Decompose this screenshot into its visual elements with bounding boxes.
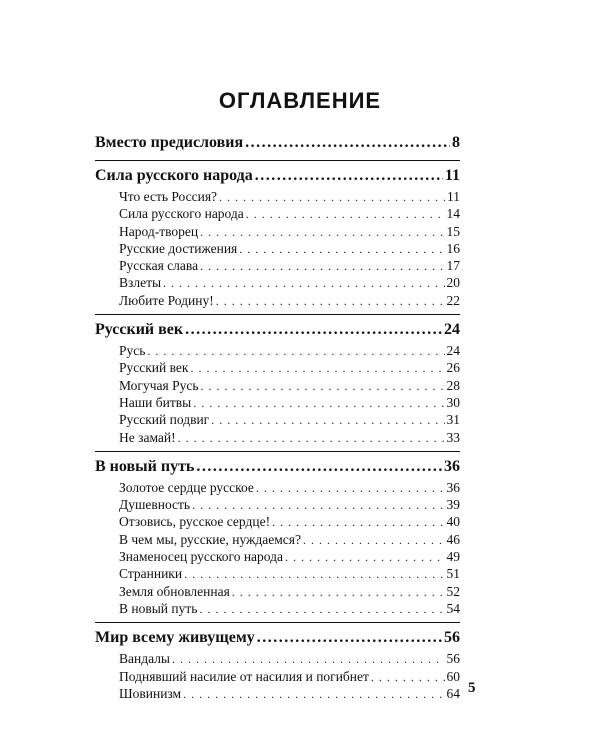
toc-entry-page: 49 <box>446 549 460 565</box>
toc-entry <box>95 240 460 257</box>
toc-heading-page: 8 <box>452 134 460 151</box>
toc-entry-page: 22 <box>446 292 460 308</box>
toc-entry-title: Земля обновленная <box>119 583 230 599</box>
dot-leader <box>192 497 444 514</box>
toc-entry <box>95 583 460 600</box>
toc-entry-title: Вандалы <box>119 651 171 667</box>
dot-leader <box>185 318 442 342</box>
toc-heading-title: Сила русского народа <box>95 167 253 184</box>
toc-entry-title: Русская слава <box>119 258 199 274</box>
toc-entry-title: Любите Родину! <box>119 292 214 308</box>
toc-entry-title: Русский век <box>119 360 189 376</box>
toc-section <box>95 623 460 707</box>
toc-heading-title: Мир всему живущему <box>95 629 255 647</box>
dot-leader <box>257 626 442 650</box>
toc-entry-page: 26 <box>446 360 460 376</box>
toc-entry-title: В чем мы, русские, нуждаемся? <box>119 531 301 547</box>
dot-leader <box>303 532 445 549</box>
dot-leader <box>190 360 444 377</box>
toc-entry-title: Золотое сердце русское <box>119 479 254 495</box>
toc-entry <box>95 513 460 530</box>
dot-leader <box>371 669 445 686</box>
toc-entry-title: Шовинизм <box>119 685 182 701</box>
toc-entry <box>95 292 460 309</box>
toc-entry-title: Народ-творец <box>119 223 199 239</box>
dot-leader <box>183 686 444 703</box>
dot-leader <box>199 601 444 618</box>
toc-section <box>95 161 460 315</box>
toc-section-heading <box>95 131 460 155</box>
toc-entry-title: Поднявший насилие от насилия и погибнет <box>119 668 369 684</box>
toc-entry <box>95 377 460 394</box>
toc-entry-page: 11 <box>447 189 460 204</box>
toc-entry-page: 30 <box>446 394 460 410</box>
toc-entry <box>95 496 460 513</box>
toc-entry <box>95 188 460 205</box>
toc-entry-title: Взлеты <box>119 275 162 291</box>
toc-entry <box>95 411 460 428</box>
toc-entry-page: 40 <box>446 514 460 530</box>
toc-entry-title: Странники <box>119 566 183 582</box>
toc-section-heading <box>95 455 460 479</box>
toc-entry-title: Знаменосец русского народа <box>119 549 284 565</box>
toc-entry-page: 46 <box>446 531 460 547</box>
dot-leader <box>172 651 444 668</box>
toc-entry-page: 15 <box>446 223 460 239</box>
toc-entry-page: 33 <box>446 429 460 445</box>
toc-entry <box>95 429 460 446</box>
toc-entry-title: Не замай! <box>119 429 176 445</box>
toc-heading-title: Вместо предисловия <box>95 134 244 151</box>
toc-entry <box>95 223 460 240</box>
dot-leader <box>178 430 445 447</box>
toc-entry-page: 39 <box>446 497 460 513</box>
toc-entry <box>95 359 460 376</box>
toc-heading-page: 11 <box>444 167 460 184</box>
toc-entry <box>95 650 460 667</box>
toc-entry-title: Наши битвы <box>119 394 192 410</box>
toc-heading-title: Русский век <box>95 321 184 339</box>
dot-leader <box>232 584 445 601</box>
toc-entry <box>95 548 460 565</box>
toc-section <box>95 452 460 623</box>
page-number: 5 <box>468 680 476 696</box>
dot-leader <box>216 293 445 310</box>
toc-entry-page: 51 <box>446 566 460 582</box>
toc-entry-title: Могучая Русь <box>119 377 199 393</box>
toc-section <box>95 315 460 452</box>
toc-heading-title: В новый путь <box>95 457 195 475</box>
dot-leader <box>163 275 444 292</box>
toc-entry <box>95 668 460 685</box>
dot-leader <box>256 480 445 497</box>
toc-section-heading <box>95 164 460 188</box>
toc-entry <box>95 274 460 291</box>
toc-entry <box>95 479 460 496</box>
dot-leader <box>200 378 444 395</box>
toc-heading-page: 36 <box>444 457 460 475</box>
toc-entry <box>95 205 460 222</box>
dot-leader <box>196 455 442 479</box>
toc-entry-page: 14 <box>446 206 460 222</box>
toc-heading-page: 24 <box>444 321 460 339</box>
dot-leader <box>255 164 443 188</box>
toc-entry-page: 17 <box>446 258 460 274</box>
toc-entry-page: 64 <box>446 685 460 701</box>
toc-entry-title: Русские достижения <box>119 240 238 256</box>
toc-section <box>95 128 460 161</box>
dot-leader <box>211 412 444 429</box>
dot-leader <box>285 549 444 566</box>
toc-entry-page: 52 <box>446 583 460 599</box>
page-title: ОГЛАВЛЕНИЕ <box>218 88 382 113</box>
dot-leader <box>245 131 450 155</box>
dot-leader <box>239 241 444 258</box>
dot-leader <box>193 395 444 412</box>
toc-entry <box>95 531 460 548</box>
toc-entry-page: 16 <box>446 240 460 256</box>
toc-entry-title: Что есть Россия? <box>119 189 218 204</box>
toc-entry-page: 54 <box>446 600 460 616</box>
toc-entry-page: 31 <box>446 412 460 428</box>
toc-entry <box>95 394 460 411</box>
toc-entry <box>95 342 460 359</box>
toc-section-heading <box>95 318 460 342</box>
toc-entry-title: Отзовись, русское сердце! <box>119 514 271 530</box>
dot-leader <box>147 343 444 360</box>
toc-entry <box>95 257 460 274</box>
table-of-contents <box>95 128 460 707</box>
toc-entry <box>95 565 460 582</box>
toc-entry-page: 60 <box>446 668 460 684</box>
toc-entry-title: Сила русского народа <box>119 206 244 222</box>
dot-leader <box>219 189 445 206</box>
toc-entry-title: Душевность <box>119 497 191 513</box>
toc-entry-title: Русь <box>119 343 146 359</box>
toc-entry <box>95 685 460 702</box>
toc-entry-page: 36 <box>446 479 460 495</box>
toc-entry-title: В новый путь <box>119 600 198 616</box>
toc-entry-page: 56 <box>446 651 460 667</box>
toc-entry-title: Русский подвиг <box>119 412 210 428</box>
toc-entry-page: 20 <box>446 275 460 291</box>
toc-entry-page: 24 <box>446 343 460 359</box>
toc-entry <box>95 600 460 617</box>
dot-leader <box>200 258 444 275</box>
toc-section-heading <box>95 626 460 650</box>
dot-leader <box>200 224 444 241</box>
toc-entry-page: 28 <box>446 377 460 393</box>
dot-leader <box>272 514 444 531</box>
dot-leader <box>246 206 445 223</box>
dot-leader <box>184 566 444 583</box>
toc-heading-page: 56 <box>444 629 460 647</box>
